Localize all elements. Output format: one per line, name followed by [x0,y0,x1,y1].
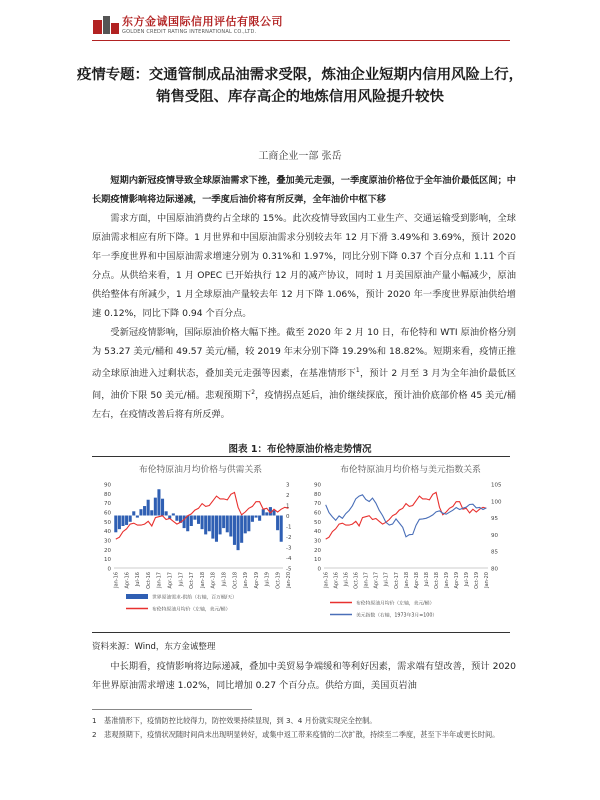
bar-mark [247,516,250,532]
bar-mark [226,516,229,533]
y-right-tick-label: 100 [491,499,502,506]
chart-2-title: 布伦特原油月均价格与美元指数关系 [340,465,481,475]
y-left-tick-label: 30 [104,538,111,545]
bar-mark [262,509,265,515]
x-tick-label: Oct-19 [474,572,481,589]
legend-label: 美元指数（右轴，1973年3月=100） [356,613,438,619]
bar-mark [183,516,186,529]
company-name-cn: 东方金诚国际信用评估有限公司 [122,15,283,28]
y-left-tick-label: 0 [107,566,111,573]
x-tick-label: Oct-16 [353,572,360,589]
y-right-tick-label: 95 [491,516,498,523]
lead-paragraph: 短期内新冠疫情导致全球原油需求下挫，叠加美元走强，一季度原油价格位于全年油价最低区间；中长期疫情影响将边际递减，一季度后油价将有所反弹，全年油价中枢下移 [92,175,516,205]
bar-mark [222,516,225,529]
footnote-ref-1[interactable]: 1 [355,367,360,374]
paragraph-price [92,323,516,424]
bar-mark [186,516,189,532]
bar-mark [121,516,124,527]
bar-mark [190,516,193,527]
paragraph-demand: 需求方面，中国原油消费约占全球的 15%。此次疫情导致国内工业生产、交通运输受到影响，全球原油需求相应有所下降。1 月世界和中国原油需求分别较去年 12 月下滑 3.49%和 3.69%，预计 2020 年一季度世界和中国原油需求增速分别为 0.31%和 1.97%，同比分别下降 0.37 个百分点和 1.11 个百分点。从供给来看，1 月 OPEC 已开始执行 12 月的减产协议，同时 1 月美国原油产量小幅减少，原油供给整体有所减少，1 月全球原油产量较去年 12 月下降 1.06%，预计 2020 年一季度世界原油供给增速 0.12%，同比下降 0.94 个百分点。 [92,213,516,319]
x-tick-label: Oct-16 [145,572,152,589]
y-left-tick-label: 50 [104,519,111,526]
x-tick-label: Jul-16 [343,572,350,587]
y-left-tick-label: 80 [314,491,321,498]
footnote-2-text: 悲观预期下，疫情状况随时间尚未出现明显转好，或集中返工带来疫情的二次扩散，持续至二季度，甚至下半年或更长时间。 [104,730,500,739]
y-left-tick-label: 60 [314,510,321,517]
bar-mark [193,516,196,520]
paragraph-price-part-3: ，疫情拐点延后，油价继续探底，预计油价底部价格 45 美元/桶左右，在疫情改善后将有所反弹。 [92,390,516,421]
x-tick-label: Apr-19 [454,572,461,589]
y-left-tick-label: 80 [104,491,111,498]
y-left-tick-label: 70 [104,501,111,508]
y-right-tick-label: 0 [286,514,290,520]
x-tick-label: Jan-20 [484,572,491,588]
footnote-1 [92,714,516,728]
x-tick-label: Apr-18 [413,572,420,589]
bar-mark [147,500,150,516]
footnote-2-number: 2 [92,730,97,739]
bar-mark [276,516,279,531]
y-left-tick-label: 30 [314,538,321,545]
x-tick-label: Jan-20 [286,572,293,588]
y-left-tick-label: 60 [104,510,111,517]
y-right-tick-label: 90 [491,532,498,539]
bar-mark [240,516,243,543]
bar-mark [132,511,135,515]
legend-label: 布伦特原油月均价（左轴，美元/桶） [152,607,231,613]
bar-mark [139,509,142,515]
bar-mark [219,516,222,535]
y-left-tick-label: 90 [314,482,321,489]
x-tick-label: Oct-18 [433,572,440,589]
x-tick-label: Jan-18 [199,572,206,588]
x-tick-label: Oct-17 [393,572,400,589]
x-tick-label: Jul-17 [178,572,185,587]
x-tick-label: Apr-17 [373,572,380,589]
y-right-tick-label: -3 [286,545,292,552]
bar-mark [229,516,232,537]
bar-mark [265,512,268,515]
x-tick-label: Oct-17 [189,572,196,589]
bar-mark [255,516,258,518]
series-line-0 [326,492,487,539]
figure-source: 资料来源：Wind，东方金诚整理 [92,642,216,652]
chart-panel-supply-demand [98,458,303,630]
y-left-tick-label: 20 [314,547,321,554]
x-tick-label: Jul-16 [135,572,142,587]
x-tick-label: Apr-19 [253,572,260,589]
chart-1-svg [98,458,303,630]
bar-mark [129,516,132,522]
bar-mark [280,516,283,542]
chart-2-svg [308,458,513,630]
x-tick-label: Apr-17 [167,572,174,589]
x-tick-label: Apr-16 [124,572,131,589]
series-line-1 [326,495,487,537]
paragraph-outlook: 中长期看，疫情影响将边际递减，叠加中美贸易争端缓和等利好因素，需求端有望改善，预计 2020 年世界原油需求增速 1.02%，同比增加 0.27 个百分点。供给方面，美国页岩油 [92,661,516,691]
y-right-tick-label: -1 [286,524,292,531]
footnote-2 [92,728,516,742]
bar-mark [215,516,218,542]
y-right-tick-label: 1 [286,503,290,510]
bar-mark [237,516,240,551]
x-tick-label: Oct-19 [275,572,282,589]
document-header [92,12,522,50]
y-left-tick-label: 10 [104,557,111,564]
bar-mark [251,516,254,522]
bar-mark [175,516,178,521]
y-left-tick-label: 50 [314,519,321,526]
y-left-tick-label: 40 [104,529,111,536]
bar-mark [118,516,121,530]
bar-mark [150,510,153,515]
bar-mark [114,516,117,533]
y-right-tick-label: 3 [286,482,290,489]
company-name-en: GOLDEN CREDIT RATING INTERNATIONAL CO.,LTD. [122,29,257,35]
author-line: 工商企业一部 张岳 [258,151,342,162]
chart-1-title: 布伦特原油月均价格与供需关系 [138,465,263,475]
paragraph-price-part-1: 受新冠疫情影响，国际原油价格大幅下挫。截至 2020 年 2 月 10 日，布伦特和 WTI 原油价格分别为 53.27 美元/桶和 49.57 美元/桶，较 2019 年末分别下降 19.29%和 18.82%。短期来看，疫情正推动全球原油进入过剩状态，叠加美元走强等因素，在基准情形下 [92,327,516,380]
figure-bottom-rule [92,632,510,633]
legend-swatch [126,594,148,599]
y-right-tick-label: 80 [491,566,498,573]
x-tick-label: Oct-18 [232,572,239,589]
x-tick-label: Jan-19 [243,572,250,588]
bar-mark [161,499,164,516]
company-logo-icon [92,14,120,36]
y-right-tick-label: 85 [491,549,498,556]
legend-label: 世界原油需求-供给（右轴，百万桶/天） [152,595,237,601]
x-tick-label: Jul-18 [221,572,228,587]
bar-mark [211,516,214,539]
x-tick-label: Apr-18 [210,572,217,589]
legend-label: 布伦特原油月均价（左轴，美元/桶） [356,601,435,607]
x-tick-label: Jan-17 [363,572,370,588]
x-tick-label: Jul-19 [464,572,471,587]
x-tick-label: Jul-19 [264,572,271,587]
x-tick-label: Apr-16 [333,572,340,589]
y-left-tick-label: 20 [104,547,111,554]
footnote-1-number: 1 [92,716,97,725]
x-tick-label: Jan-19 [443,572,450,588]
bar-mark [201,516,204,530]
bar-mark [208,516,211,532]
y-left-tick-label: 70 [314,501,321,508]
y-right-tick-label: 105 [491,482,502,489]
y-right-tick-label: -2 [286,535,292,541]
bar-mark [143,506,146,515]
y-right-tick-label: -5 [286,566,292,573]
paragraph-price-part-2: ，预计 2 月至 3 月为全年油价最低区间，油价下限 50 美元/桶。悲观预期下 [92,368,517,402]
x-tick-label: Jul-17 [383,572,390,587]
bar-mark [204,516,207,535]
header-divider [92,40,510,41]
bar-mark [197,516,200,524]
x-tick-label: Jan-16 [113,572,120,588]
bar-mark [125,516,128,525]
figure-top-rule [92,456,510,457]
report-title [60,64,540,108]
x-tick-label: Jan-16 [323,572,330,588]
bar-mark [258,516,261,521]
y-right-tick-label: 2 [286,493,290,499]
bar-mark [233,516,236,545]
bar-mark [244,516,247,534]
y-left-tick-label: 40 [314,529,321,536]
figure-title: 图表 1：布伦特原油价格走势情况 [228,444,372,455]
y-left-tick-label: 90 [104,482,111,489]
bar-mark [154,498,157,516]
title-line-2: 销售受阻、库存高企的地炼信用风险提升较快 [156,89,444,105]
y-left-tick-label: 10 [314,557,321,564]
footnote-divider [92,709,252,710]
y-left-tick-label: 0 [317,566,321,573]
bar-mark [157,489,160,515]
title-line-1: 疫情专题：交通管制成品油需求受限，炼油企业短期内信用风险上行， [76,67,524,83]
x-tick-label: Jul-18 [423,572,430,587]
footnote-1-text: 基准情形下，疫情防控比较得力，防控效果持续显现，到 3、4 月份就实现完全控制。 [104,716,377,725]
x-tick-label: Jan-18 [403,572,410,588]
bar-mark [165,511,168,515]
x-tick-label: Jan-17 [156,572,163,588]
footnote-ref-2[interactable]: 2 [251,389,256,397]
y-right-tick-label: -4 [286,556,292,562]
chart-panel-dollar-index [308,458,513,630]
bar-mark [136,516,139,518]
bar-mark [172,513,175,515]
